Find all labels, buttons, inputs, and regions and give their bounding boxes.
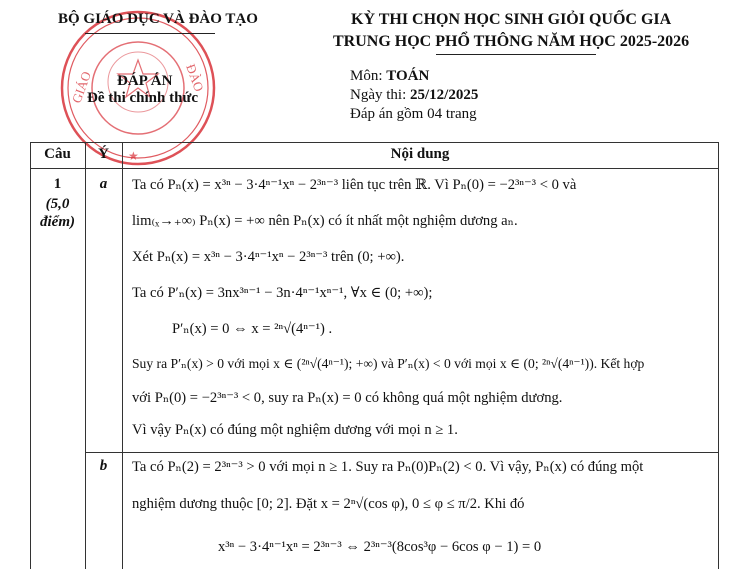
header-cau: Câu — [44, 146, 71, 162]
part-b-line: Ta có Pₙ(2) = 2³ⁿ⁻³ > 0 với mọi n ≥ 1. Suy ra Pₙ(0)Pₙ(2) < 0. Vì vậy, Pₙ(x) có đúng một — [132, 459, 644, 475]
exam-title-2: TRUNG HỌC PHỔ THÔNG NĂM HỌC 2025-2026 — [333, 33, 690, 50]
doc-status: Đề thi chính thức — [87, 90, 199, 106]
exam-date — [350, 87, 478, 104]
question-number: 1 — [53, 176, 62, 192]
svg-text:ĐÀO: ĐÀO — [183, 61, 207, 94]
table-border-top — [30, 142, 719, 143]
part-b-line: nghiệm dương thuộc [0; 2]. Đặt x = 2ⁿ√(cos φ), 0 ≤ φ ≤ π/2. Khi đó — [132, 496, 525, 512]
part-a-line: Suy ra P′ₙ(x) > 0 với mọi x ∈ (²ⁿ√(4ⁿ⁻¹); +∞) và P′ₙ(x) < 0 với mọi x ∈ (0; ²ⁿ√(4ⁿ⁻¹)). Kết hợp — [132, 356, 645, 371]
question-points-unit: điểm) — [40, 214, 75, 230]
header-noi-dung: Nội dung — [390, 146, 450, 162]
subject-label: Môn: — [350, 68, 387, 84]
ministry-underline — [85, 33, 215, 34]
title-underline — [436, 54, 596, 55]
date-label: Ngày thi: — [350, 87, 410, 103]
part-a-line: Vì vậy Pₙ(x) có đúng một nghiệm dương với mọi n ≥ 1. — [132, 422, 458, 438]
part-a-line: P′ₙ(x) = 0 ⇔ x = ²ⁿ√(4ⁿ⁻¹) . — [172, 321, 333, 337]
subject — [350, 68, 429, 85]
exam-title-1: KỲ THI CHỌN HỌC SINH GIỎI QUỐC GIA — [351, 11, 672, 28]
col-divider-2 — [122, 142, 123, 569]
ministry-name: BỘ GIÁO DỤC VÀ ĐÀO TẠO — [58, 11, 258, 27]
part-divider — [85, 452, 719, 453]
part-a-line: Ta có P′ₙ(x) = 3nx³ⁿ⁻¹ − 3n·4ⁿ⁻¹xⁿ⁻¹, ∀x ∈ (0; +∞); — [132, 285, 433, 301]
date-value: 25/12/2025 — [410, 87, 479, 103]
part-b-line: x³ⁿ − 3·4ⁿ⁻¹xⁿ = 2³ⁿ⁻³ ⇔ 2³ⁿ⁻³(8cos³φ − 6cos φ − 1) = 0 — [218, 539, 542, 555]
question-points: (5,0 — [45, 196, 70, 212]
part-a-line: Ta có Pₙ(x) = x³ⁿ − 3·4ⁿ⁻¹xⁿ − 2³ⁿ⁻³ liên tục trên ℝ. Vì Pₙ(0) = −2³ⁿ⁻³ < 0 và — [132, 177, 577, 193]
header-y: Ý — [98, 146, 109, 162]
subject-value: TOÁN — [386, 68, 430, 84]
svg-text:GIÁO: GIÁO — [68, 69, 94, 106]
header-divider — [30, 168, 719, 169]
part-a-line: với Pₙ(0) = −2³ⁿ⁻³ < 0, suy ra Pₙ(x) = 0 có không quá một nghiệm dương. — [132, 390, 563, 406]
page-count: Đáp án gồm 04 trang — [350, 106, 477, 122]
table-border-right — [718, 142, 719, 569]
part-a-line: Xét Pₙ(x) = x³ⁿ − 3·4ⁿ⁻¹xⁿ − 2³ⁿ⁻³ trên (0; +∞). — [132, 249, 405, 265]
doc-type: ĐÁP ÁN — [117, 73, 173, 89]
svg-text:★: ★ — [128, 149, 139, 163]
part-a-label: a — [99, 176, 108, 192]
col-divider-1 — [85, 142, 86, 569]
part-a-line: lim₍ₓ→₊∞₎ Pₙ(x) = +∞ nên Pₙ(x) có ít nhất một nghiệm dương aₙ. — [132, 213, 518, 229]
part-b-label: b — [99, 458, 108, 474]
